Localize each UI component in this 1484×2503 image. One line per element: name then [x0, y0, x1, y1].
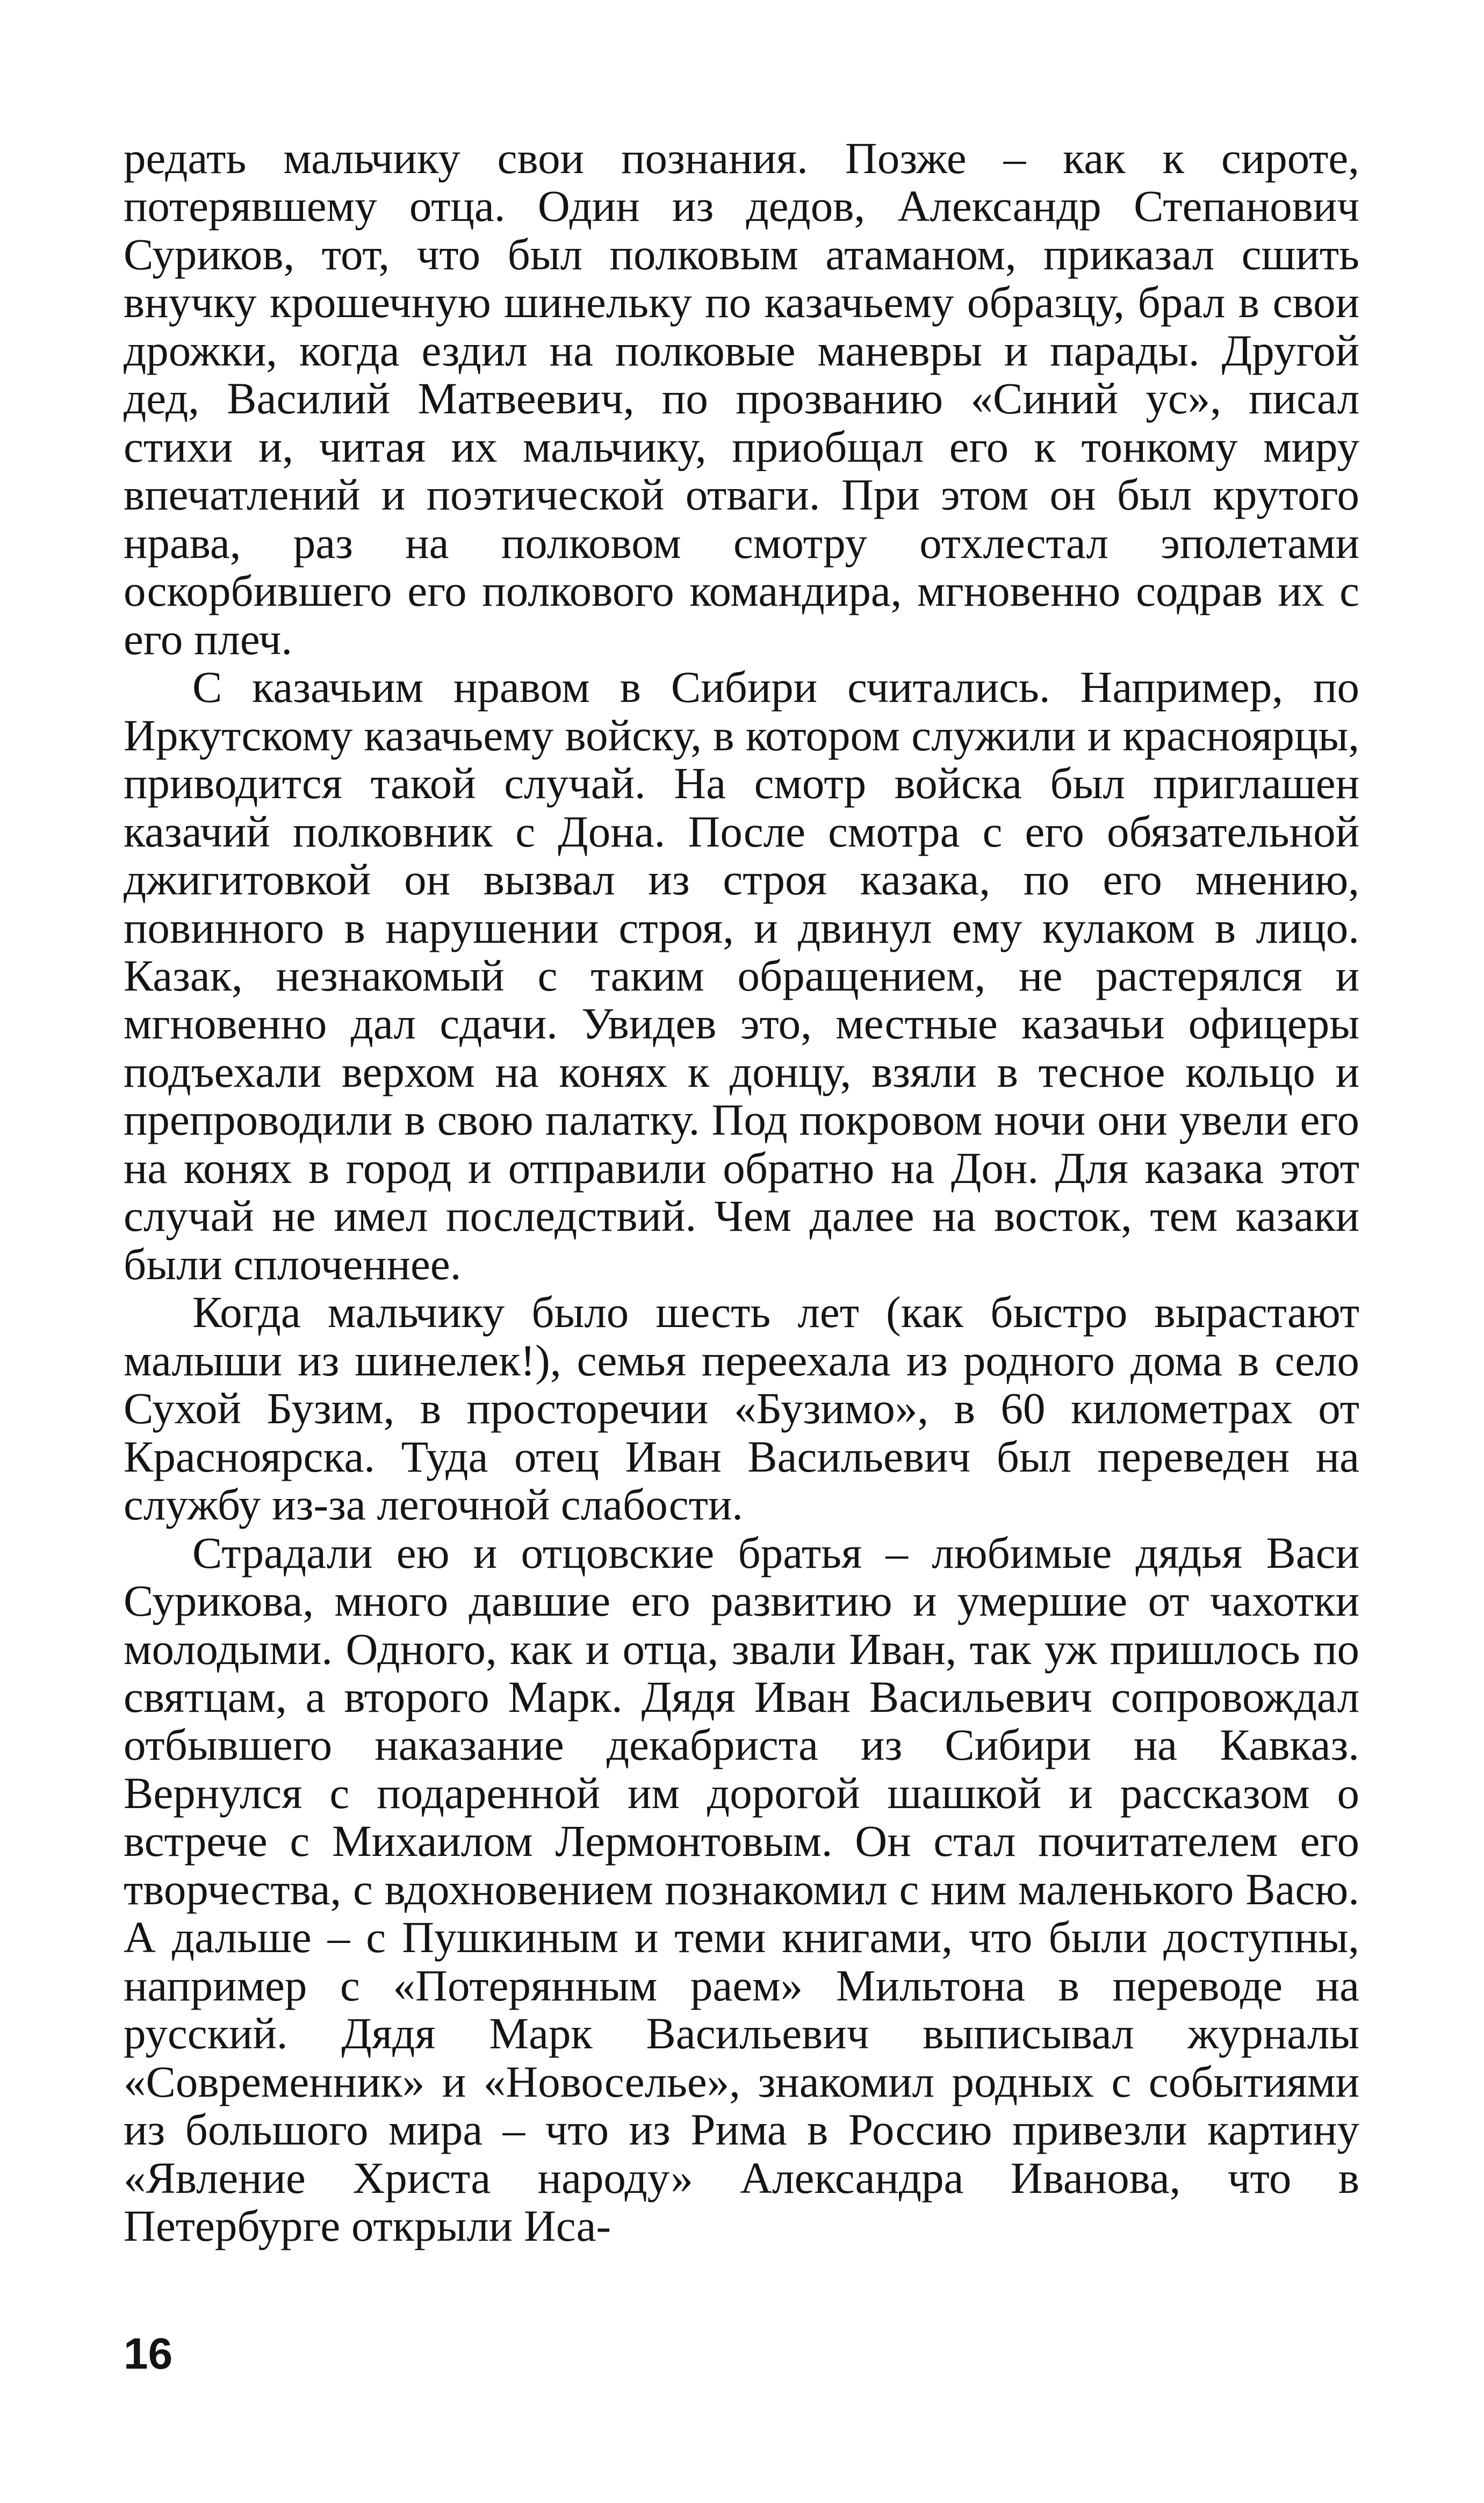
paragraph-4: Страдали ею и отцовские братья – любимые дядья Васи Сурикова, много давшие его развитию и умершие от чахотки молодыми. Одного, как и отца, звали Иван, так уж пришлось по святцам, а второго Марк. Дядя Иван Васильевич сопровождал отбывшего наказание декабриста из Сибири на Кавказ. Вернулся с подаренной им дорогой шашкой и рассказом о встрече с Михаилом Лермонтовым. Он стал почитателем его творчества, с вдохновением познакомил с ним маленького Васю. А дальше – с Пушкиным и теми книгами, что были доступны, например с «Потерянным раем» Мильтона в переводе на русский. Дядя Марк Васильевич выписывал журналы «Современник» и «Новоселье», знакомил родных с событиями из большого мира – что из Рима в Россию привезли картину «Явление Христа народу» Александра Иванова, что в Петербурге открыли Иса- [124, 1527, 1359, 2251]
paragraph-1: редать мальчику свои познания. Позже – как к сироте, потерявшему отца. Один из дедов, Александр Степанович Суриков, тот, что был полковым атаманом, приказал сшить внучку крошечную шинельку по казачьему образцу, брал в свои дрожки, когда ездил на полковые маневры и парады. Другой дед, Василий Матвеевич, по прозванию «Синий ус», писал стихи и, читая их мальчику, приобщал его к тонкому миру впечатлений и поэтической отваги. При этом он был крутого нрава, раз на полковом смотру отхлестал эполетами оскорбившего его полкового командира, мгновенно содрав их с его плеч. [124, 133, 1359, 664]
paragraph-2: С казачьим нравом в Сибири считались. Например, по Иркутскому казачьему войску, в котором служили и красноярцы, приводится такой случай. На смотр войска был приглашен казачий полковник с Дона. После смотра с его обязательной джигитовкой он вызвал из строя казака, по его мнению, повинного в нарушении строя, и двинул ему кулаком в лицо. Казак, незнакомый с таким обращением, не растерялся и мгновенно дал сдачи. Увидев это, местные казачьи офицеры подъехали верхом на конях к донцу, взяли в тесное кольцо и препроводили в свою палатку. Под покровом ночи они увели его на конях в город и отправили обратно на Дон. Для казака этот случай не имел последствий. Чем далее на восток, тем казаки были сплоченнее. [124, 662, 1359, 1289]
body-text [124, 134, 1359, 2250]
book-page [124, 134, 1359, 2419]
page-number: 16 [124, 2329, 173, 2378]
paragraph-3: Когда мальчику было шесть лет (как быстро вырастают малыши из шинелек!), семья переехала из родного дома в село Сухой Бузим, в просторечии «Бузимо», в 60 километрах от Красноярска. Туда отец Иван Васильевич был переведен на службу из-за легочной слабости. [124, 1287, 1359, 1530]
